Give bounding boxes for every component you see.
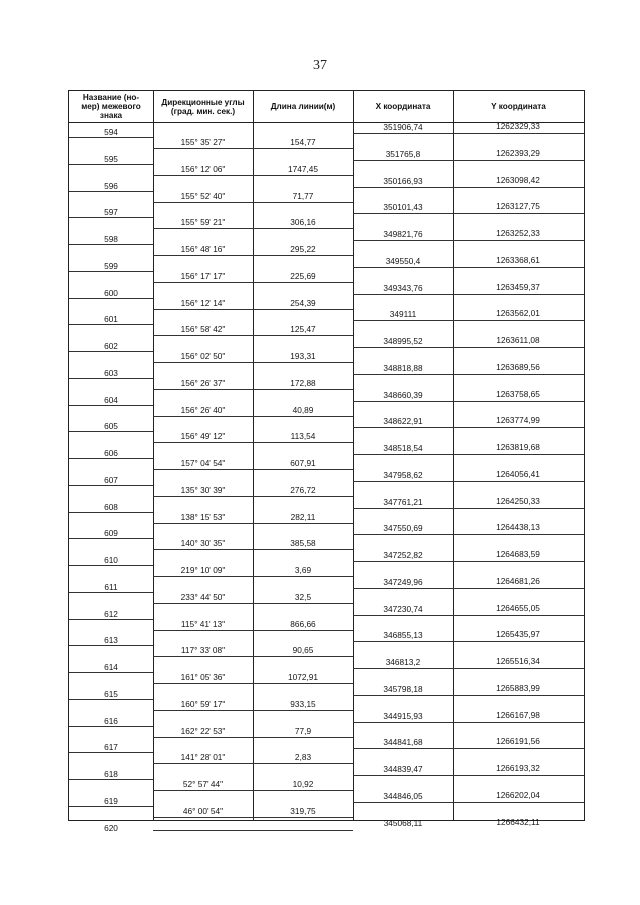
segment-divider xyxy=(153,830,353,831)
x-coordinate: 347230,74 xyxy=(383,603,423,614)
line-length: 254,39 xyxy=(290,297,316,308)
row-divider xyxy=(353,347,584,348)
line-length: 3,69 xyxy=(294,565,312,575)
row-divider xyxy=(353,561,584,562)
direction-angle: 156° 17' 17" xyxy=(180,270,226,281)
row-divider xyxy=(353,374,584,375)
direction-angle: 156° 26' 40" xyxy=(180,404,226,415)
y-coordinate: 1263774,99 xyxy=(496,415,540,426)
row-divider xyxy=(353,641,584,642)
segment-divider xyxy=(153,416,353,417)
row-divider xyxy=(69,324,153,325)
line-length: 172,88 xyxy=(290,377,316,388)
x-coordinate: 344915,93 xyxy=(383,710,423,721)
x-coordinate: 344841,68 xyxy=(383,737,423,748)
y-coordinate: 1265435,97 xyxy=(496,629,540,640)
x-coordinate: 351906,74 xyxy=(383,122,423,132)
point-name: 618 xyxy=(104,769,118,779)
row-divider xyxy=(353,320,584,321)
point-name: 596 xyxy=(104,180,118,191)
line-length: 113,54 xyxy=(290,431,316,442)
row-divider xyxy=(69,726,153,727)
header-direction-angle: Дирекционные углы (град. мин. сек.) xyxy=(161,97,245,116)
direction-angle: 156° 12' 06" xyxy=(180,163,226,174)
line-length: 225,69 xyxy=(290,270,316,281)
y-coordinate: 1263689,56 xyxy=(496,361,540,372)
point-name: 599 xyxy=(104,260,118,271)
y-coordinate: 1265516,34 xyxy=(496,656,540,666)
direction-angle: 156° 48' 16" xyxy=(180,244,226,254)
direction-angle: 155° 59' 21" xyxy=(180,217,226,228)
row-divider xyxy=(353,427,584,428)
segment-divider xyxy=(153,202,353,203)
x-coordinate: 347249,96 xyxy=(383,576,423,587)
point-name: 597 xyxy=(104,207,118,218)
direction-angle: 161° 05' 36" xyxy=(180,672,226,682)
row-divider xyxy=(69,191,153,192)
y-coordinate: 1263459,37 xyxy=(496,281,540,292)
point-name: 600 xyxy=(104,287,118,298)
segment-divider xyxy=(153,389,353,390)
y-coordinate: 1264250,33 xyxy=(496,495,540,506)
line-length: 193,31 xyxy=(290,351,316,361)
direction-angle: 156° 02' 50" xyxy=(180,351,226,361)
direction-angle: 155° 52' 40" xyxy=(180,190,226,201)
y-coordinate: 1265883,99 xyxy=(496,682,540,693)
row-divider xyxy=(353,775,584,776)
row-divider xyxy=(353,615,584,616)
row-divider xyxy=(353,722,584,723)
point-name: 594 xyxy=(104,127,118,137)
x-coordinate: 347550,69 xyxy=(383,523,423,534)
row-divider xyxy=(353,133,584,134)
row-divider xyxy=(353,240,584,241)
row-divider xyxy=(353,160,584,161)
segment-divider xyxy=(153,656,353,657)
row-divider xyxy=(69,672,153,673)
y-coordinate: 1263098,42 xyxy=(496,174,540,185)
row-divider xyxy=(69,137,153,138)
point-name: 610 xyxy=(104,555,118,565)
line-length: 77,9 xyxy=(294,725,312,736)
line-length: 385,58 xyxy=(290,538,316,549)
segment-divider xyxy=(153,442,353,443)
row-divider xyxy=(353,588,584,589)
row-divider xyxy=(353,534,584,535)
x-coordinate: 348995,52 xyxy=(383,336,423,346)
segment-divider xyxy=(153,228,353,229)
row-divider xyxy=(353,187,584,188)
x-coordinate: 347252,82 xyxy=(383,550,423,560)
row-divider xyxy=(353,802,584,803)
direction-angle: 117° 33' 08" xyxy=(180,645,226,656)
x-coordinate: 349343,76 xyxy=(383,282,423,293)
y-coordinate: 1264438,13 xyxy=(496,522,540,533)
point-name: 601 xyxy=(104,314,118,325)
direction-angle: 162° 22' 53" xyxy=(180,725,226,736)
row-divider xyxy=(353,454,584,455)
direction-angle: 157° 04' 54" xyxy=(180,458,226,468)
x-coordinate: 347958,62 xyxy=(383,469,423,480)
row-divider xyxy=(353,508,584,509)
y-coordinate: 1266193,32 xyxy=(496,763,540,773)
header-x-coordinate: X координата xyxy=(375,102,431,111)
x-coordinate: 348660,39 xyxy=(383,389,423,400)
point-name: 619 xyxy=(104,795,118,806)
line-length: 90,65 xyxy=(292,645,314,656)
segment-divider xyxy=(153,763,353,764)
line-length: 295,22 xyxy=(290,244,316,254)
row-divider xyxy=(69,458,153,459)
row-divider xyxy=(353,695,584,696)
point-name: 603 xyxy=(104,367,118,378)
row-divider xyxy=(69,217,153,218)
y-coordinate: 1264056,41 xyxy=(496,468,540,479)
segment-divider xyxy=(153,148,353,149)
line-length: 40,89 xyxy=(292,404,314,415)
row-divider xyxy=(69,779,153,780)
direction-angle: 141° 28' 01" xyxy=(180,752,226,763)
y-coordinate: 1263819,68 xyxy=(496,442,540,452)
segment-divider xyxy=(153,603,353,604)
x-coordinate: 347761,21 xyxy=(383,496,423,507)
point-name: 595 xyxy=(104,153,118,164)
point-name: 613 xyxy=(104,635,118,646)
point-name: 607 xyxy=(104,474,118,485)
direction-angle: 52° 57' 44" xyxy=(182,779,224,789)
line-length: 1747,45 xyxy=(288,163,318,174)
x-coordinate: 345798,18 xyxy=(383,683,423,694)
x-coordinate: 349550,4 xyxy=(385,255,421,266)
line-length: 1072,91 xyxy=(288,672,318,682)
y-coordinate: 1263368,61 xyxy=(496,254,540,265)
line-length: 933,15 xyxy=(290,698,316,709)
line-length: 282,11 xyxy=(290,511,316,522)
row-divider xyxy=(69,298,153,299)
y-coordinate: 1266167,98 xyxy=(496,709,540,720)
point-name: 604 xyxy=(104,394,118,405)
coordinates-table xyxy=(68,90,585,833)
segment-divider xyxy=(153,255,353,256)
segment-divider xyxy=(153,282,353,283)
row-divider xyxy=(353,668,584,669)
y-coordinate: 1264683,59 xyxy=(496,549,540,559)
row-divider xyxy=(353,213,584,214)
point-name: 620 xyxy=(104,822,118,833)
line-length: 71,77 xyxy=(292,190,314,201)
row-divider xyxy=(69,752,153,753)
direction-angle: 140° 30' 35" xyxy=(180,538,226,549)
point-name: 605 xyxy=(104,421,118,432)
row-divider xyxy=(69,405,153,406)
x-coordinate: 345068,11 xyxy=(383,817,423,828)
row-divider xyxy=(69,806,153,807)
direction-angle: 115° 41' 13" xyxy=(180,618,226,629)
line-length: 2,83 xyxy=(294,752,312,763)
segment-divider xyxy=(153,175,353,176)
segment-divider xyxy=(153,576,353,577)
segment-divider xyxy=(153,362,353,363)
line-length: 10,92 xyxy=(292,779,314,789)
row-divider xyxy=(69,565,153,566)
row-divider xyxy=(69,485,153,486)
point-name: 612 xyxy=(104,608,118,619)
x-coordinate: 346813,2 xyxy=(385,657,421,667)
point-name: 611 xyxy=(104,581,118,592)
line-length: 32,5 xyxy=(294,591,312,602)
segment-divider xyxy=(153,817,353,818)
row-divider xyxy=(69,645,153,646)
segment-divider xyxy=(153,630,353,631)
segment-divider xyxy=(153,496,353,497)
x-coordinate: 344846,05 xyxy=(383,790,423,801)
x-coordinate: 349821,76 xyxy=(383,229,423,239)
x-coordinate: 348818,88 xyxy=(383,362,423,373)
row-divider xyxy=(69,244,153,245)
x-coordinate: 350166,93 xyxy=(383,175,423,186)
point-name: 615 xyxy=(104,688,118,699)
row-divider xyxy=(69,619,153,620)
row-divider xyxy=(69,431,153,432)
page-number: 37 xyxy=(313,58,327,73)
y-coordinate: 1263252,33 xyxy=(496,228,540,238)
line-length: 154,77 xyxy=(290,137,316,147)
point-name: 616 xyxy=(104,715,118,726)
direction-angle: 156° 12' 14" xyxy=(180,297,226,308)
y-coordinate: 1264655,05 xyxy=(496,602,540,613)
point-name: 609 xyxy=(104,528,118,539)
row-divider xyxy=(353,748,584,749)
line-length: 319,75 xyxy=(290,805,316,816)
segment-divider xyxy=(153,683,353,684)
x-coordinate: 349111 xyxy=(389,309,417,320)
y-coordinate: 1263611,08 xyxy=(496,335,540,345)
line-length: 276,72 xyxy=(290,484,316,495)
direction-angle: 156° 49' 12" xyxy=(180,431,226,442)
x-coordinate: 351765,8 xyxy=(385,148,421,159)
direction-angle: 138° 15' 53" xyxy=(180,511,226,522)
point-name: 598 xyxy=(104,234,118,244)
point-name: 617 xyxy=(104,742,118,753)
direction-angle: 156° 26' 37" xyxy=(180,377,226,388)
y-coordinate: 1264681,26 xyxy=(496,575,540,586)
line-length: 125,47 xyxy=(290,324,316,335)
point-name: 614 xyxy=(104,662,118,672)
segment-divider xyxy=(153,549,353,550)
segment-divider xyxy=(153,523,353,524)
point-name: 606 xyxy=(104,448,118,458)
x-coordinate: 344839,47 xyxy=(383,764,423,774)
direction-angle: 219° 10' 09" xyxy=(180,565,226,575)
x-coordinate: 348518,54 xyxy=(383,443,423,453)
line-length: 607,91 xyxy=(290,458,316,468)
direction-angle: 155° 35' 27" xyxy=(180,137,226,147)
segment-divider xyxy=(153,737,353,738)
row-divider xyxy=(353,481,584,482)
row-divider xyxy=(69,378,153,379)
row-divider xyxy=(353,294,584,295)
direction-angle: 46° 00' 54" xyxy=(182,805,224,816)
direction-angle: 156° 58' 42" xyxy=(180,324,226,335)
row-divider xyxy=(69,512,153,513)
row-divider xyxy=(69,271,153,272)
y-coordinate: 1266432,11 xyxy=(496,816,540,827)
y-coordinate: 1262329,33 xyxy=(496,121,540,131)
header-point-name: Название (но- мер) межевого знака xyxy=(81,93,141,120)
y-coordinate: 1263758,65 xyxy=(496,388,540,399)
y-coordinate: 1266202,04 xyxy=(496,789,540,800)
header-y-coordinate: Y координата xyxy=(491,102,546,111)
segment-divider xyxy=(153,710,353,711)
row-divider xyxy=(69,699,153,700)
segment-divider xyxy=(153,309,353,310)
y-coordinate: 1266191,56 xyxy=(496,736,540,747)
row-divider xyxy=(69,592,153,593)
y-coordinate: 1263127,75 xyxy=(496,201,540,212)
segment-divider xyxy=(153,469,353,470)
x-coordinate: 350101,43 xyxy=(383,202,423,213)
y-coordinate: 1262393,29 xyxy=(496,147,540,158)
y-coordinate: 1263562,01 xyxy=(496,308,540,319)
segment-divider xyxy=(153,790,353,791)
point-name: 602 xyxy=(104,341,118,351)
row-divider xyxy=(69,351,153,352)
line-length: 866,66 xyxy=(290,618,316,629)
row-divider xyxy=(69,538,153,539)
header-line-length: Длина линии(м) xyxy=(270,102,336,111)
segment-divider xyxy=(153,335,353,336)
direction-angle: 233° 44' 50" xyxy=(180,591,226,602)
row-divider xyxy=(353,267,584,268)
point-name: 608 xyxy=(104,501,118,512)
direction-angle: 160° 59' 17" xyxy=(180,698,226,709)
line-length: 306,16 xyxy=(290,217,316,228)
row-divider xyxy=(69,164,153,165)
x-coordinate: 346855,13 xyxy=(383,630,423,641)
direction-angle: 135° 30' 39" xyxy=(180,484,226,495)
row-divider xyxy=(353,401,584,402)
x-coordinate: 348622,91 xyxy=(383,416,423,427)
